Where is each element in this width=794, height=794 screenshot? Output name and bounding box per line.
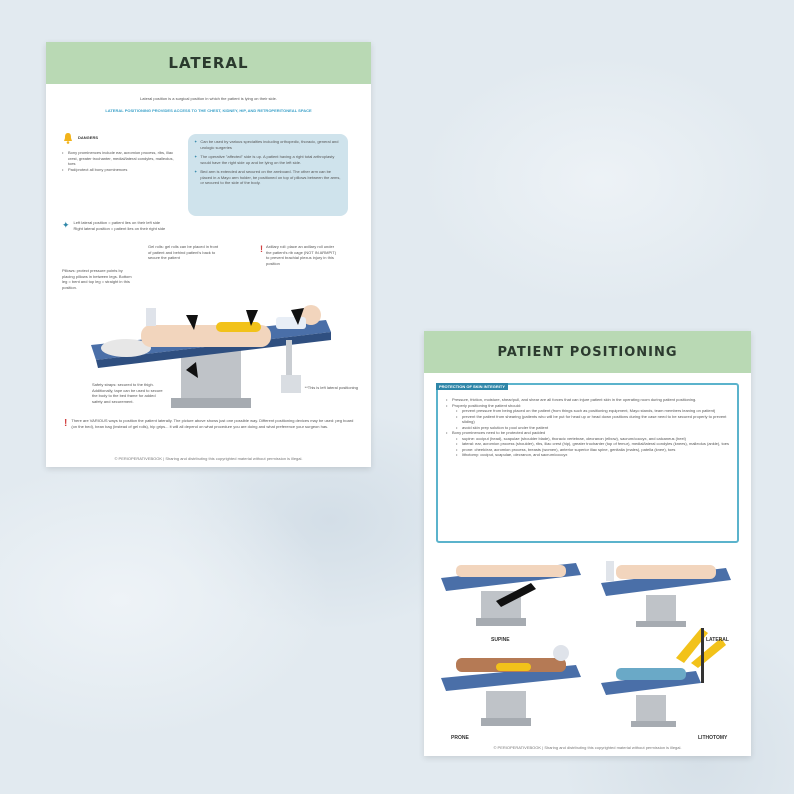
box-label: PROTECTION OF SKIN INTEGRITY (436, 383, 508, 390)
prone-illustration (441, 645, 581, 726)
bullet: • Bony prominences need to be protected and padded (446, 430, 729, 436)
gel-rolls-note: Gel rolls: gel rolls can be placed in front of patient and behind patient's back to secure the patient (148, 244, 219, 260)
callout-item: Can be used by various specialties including orthopedic, thoracic, general and urologic surgeries (200, 139, 339, 150)
lateral-subtitle: LATERAL POSITIONING PROVIDES ACCESS TO THE CHEST, KIDNEY, HIP, AND RETROPERITONEAL SPACE (105, 108, 312, 113)
axillary-note: Axillary roll: place an axillary roll under the patient's rib cage (NOT IN ARMPIT) to prevent brachial plexus injury in this position (266, 244, 337, 266)
side-item: Right lateral position = patient lies on their right side (73, 225, 166, 231)
callout-item: The operative "affected" side is up. A patient having a right total arthroplasty would have the right side up and be lying on the left side. (200, 154, 335, 165)
bullet: • lateral: ear, acromion process (shoulder), ribs, iliac crest (hip), greater trochanter (top of femur), medial/lateral condyles (knees), malleolus (ankle), toes (456, 441, 729, 447)
supine-illustration (441, 563, 581, 626)
warning-section (64, 418, 359, 429)
bell-icon (62, 132, 74, 144)
lateral-footer: © PERIOPERATIVEBOOK | Sharing and distributing this copyrighted material without permission is illegal. (114, 456, 303, 461)
callout-item: Bed arm is extended and secured on the armboard. The other arm can be placed in a Mayo arm holder, be positioned on top of pillows between the arms, or secured to the side of the body. (200, 169, 341, 185)
safety-straps-note: Safety straps: secured to the thigh. Additionally, tape can be used to secure the body to the bed frame for added safety and securement. (92, 382, 163, 404)
position-label: PRONE (451, 735, 469, 741)
warning-icon: ! (64, 418, 68, 429)
danger-item: • Bony prominences include ear, acromion process, ribs, iliac crest, greater trochanter, medial/lateral condyles, malleolus, toes (62, 150, 180, 167)
axillary-section (260, 244, 340, 266)
bullet: • prevent the patient from shearing (patients who will be put for head up or head down positions during the case need to be secured properly to prevent sliding) (456, 414, 729, 425)
lateral-intro: Lateral position is a surgical position in which the patient is lying on their side. (140, 96, 277, 101)
sides-section (62, 220, 232, 231)
position-label: LITHOTOMY (698, 735, 728, 741)
star-icon: ✦ (194, 139, 198, 144)
image-note: **This is left lateral positioning (304, 385, 358, 390)
lateral-sheet (46, 42, 371, 467)
pillows-note: Pillows: protect pressure points by placing pillows in between legs. Bottom leg = bent and top leg = straight in this position. (62, 268, 132, 290)
positioning-footer: © PERIOPERATIVEBOOK | Sharing and distributing this copyrighted material without permission is illegal. (493, 745, 682, 750)
bullet: • prevent pressure from being placed on the patient (from things such as positioning equipment, Mayo stands, team members leaning on patient) (456, 408, 729, 414)
position-label: SUPINE (491, 637, 510, 643)
dangers-label: DANGERS (78, 135, 99, 141)
bullet: • Pressure, friction, moisture, shear/pull, and shear are all forces that can injure patient skin in the operating room during patient positioning. (446, 397, 729, 403)
star-icon: ✦ (194, 154, 198, 159)
warning-text: There are VARIOUS ways to position the patient laterally. The picture above shows just one possible way. Different positioning devices may be used: peg board (on the bed), bean bag (instead of gel rolls), hip grips... it will all depend on what procedure you are doing and what preference your surgeon has. (71, 418, 354, 429)
lateral-title: LATERAL (46, 42, 371, 84)
side-item: Left lateral position = patient lies on their left side (73, 220, 161, 225)
star-icon: ✦ (62, 220, 70, 230)
bullet: • prone: cheek/ear, acromion process, breasts (women), anterior superior iliac spine, genitalia (males), patella (knee), toes (456, 447, 729, 453)
positioning-title: PATIENT POSITIONING (424, 331, 751, 373)
bullet: • lithotomy: occiput, scapulae, olecranon, and sacrum/coccyx (456, 452, 729, 458)
position-label: LATERAL (706, 637, 729, 643)
danger-item: • Pad/protect all bony prominences (62, 167, 180, 173)
bullet: • Properly positioning the patient should: (446, 403, 729, 409)
bullet: • avoid skin prep solution to pool under the patient (456, 425, 729, 431)
patient-positioning-sheet (424, 331, 751, 756)
positions-illustration (436, 553, 739, 743)
lateral-illustration (601, 561, 731, 627)
warning-icon: ! (260, 244, 263, 254)
dangers-section (62, 132, 180, 172)
lateral-callout (188, 134, 348, 216)
skin-integrity-box (436, 383, 739, 543)
bullet: • supine: occiput (head), scapulae (shoulder blade), thoracic vertebrae, olecranon (elbow), sacrum/coccyx, and calcaneus (heel) (456, 436, 729, 442)
star-icon: ✦ (194, 169, 198, 174)
